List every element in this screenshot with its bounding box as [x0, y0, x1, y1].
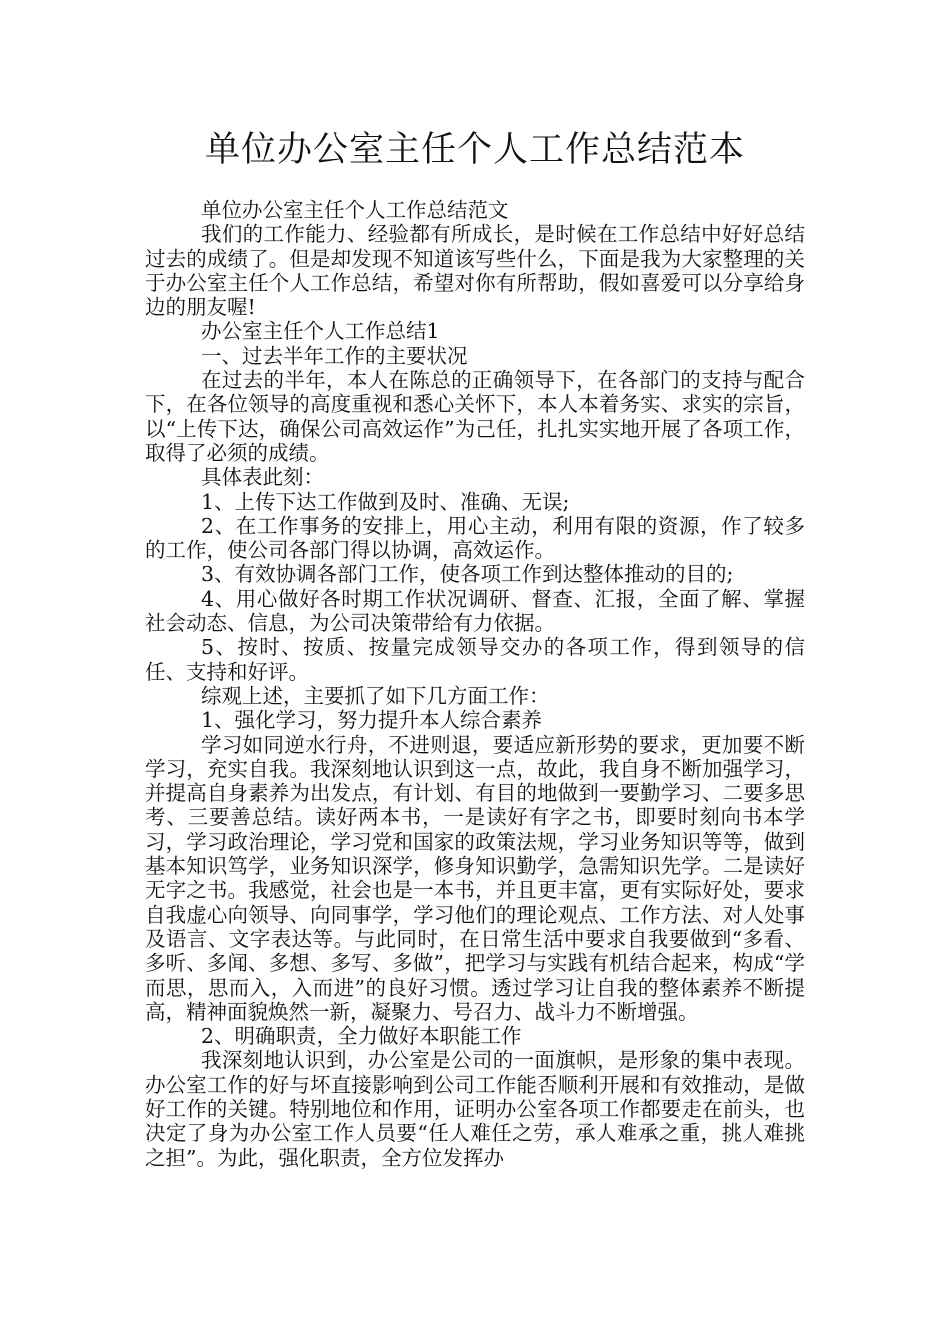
paragraph: 综观上述，主要抓了如下几方面工作：	[201, 683, 550, 708]
paragraph: 学习如同逆水行舟，不进则退，要适应新形势的要求，更加要不断学习，充实自我。我深刻地认识到这一点，故此，我自身不断加强学习，并提高自身素养为出发点，有计划、有目的地做到一要勤学习、二要多思考、三要善总结。读好两本书，一是读好有字之书，即要时刻向书本学习，学习政治理论，学习党和国家的政策法规，学习业务知识等等，做到基本知识笃学，业务知识深学，修身知识勤学，急需知识先学。二是读好无字之书。我感觉，社会也是一本书，并且更丰富，更有实际好处，要求自我虚心向领导、向同事学，学习他们的理论观点、工作方法、对人处事及语言、文字表达等。与此同时，在日常生活中要求自我要做到“多看、多听、多闻、多想、多写、多做”，把学习与实践有机结合起来，构成“学而思，思而入，入而进”的良好习惯。透过学习让自我的整体素养不断提高，精神面貌焕然一新，凝聚力、号召力、战斗力不断增强。	[145, 732, 805, 1024]
list-item: 4、用心做好各时期工作状况调研、督查、汇报，全面了解、掌握社会动态、信息，为公司决策带给有力依据。	[145, 586, 805, 636]
paragraph: 我深刻地认识到，办公室是公司的一面旗帜，是形象的集中表现。办公室工作的好与坏直接影响到公司工作能否顺利开展和有效推动，是做好工作的关键。特别地位和作用，证明办公室各项工作都要走在前头，也决定了身为办公室工作人员要“任人难任之劳，承人难承之重，挑人难挑之担”。为此，强化职责，全方位发挥办	[145, 1048, 805, 1170]
subsection-heading: 2、明确职责，全力做好本职能工作	[201, 1024, 522, 1049]
paragraph-subtitle: 单位办公室主任个人工作总结范文	[201, 198, 509, 222]
subsection-heading: 一、过去半年工作的主要状况	[201, 343, 468, 368]
list-item: 2、在工作事务的安排上，用心主动，利用有限的资源，作了较多的工作，使公司各部门得以协调，高效运作。	[145, 513, 805, 563]
paragraph: 具体表此刻：	[201, 465, 324, 490]
list-item: 3、有效协调各部门工作，使各项工作到达整体推动的目的;	[201, 562, 734, 587]
section-heading: 办公室主任个人工作总结1	[201, 319, 440, 344]
list-item: 1、上传下达工作做到及时、准确、无误;	[201, 489, 570, 514]
paragraph-intro: 我们的工作能力、经验都有所成长，是时候在工作总结中好好总结过去的成绩了。但是却发现不知道该写些什么，下面是我为大家整理的关于办公室主任个人工作总结，希望对你有所帮助，假如喜爱可以分享给身边的朋友喔!	[145, 222, 805, 320]
document-body	[145, 198, 805, 1170]
list-item: 5、按时、按质、按量完成领导交办的各项工作，得到领导的信任、支持和好评。	[145, 635, 805, 684]
subsection-heading: 1、强化学习，努力提升本人综合素养	[201, 708, 543, 733]
paragraph: 在过去的半年，本人在陈总的正确领导下，在各部门的支持与配合下，在各位领导的高度重视和悉心关怀下，本人本着务实、求实的宗旨，以“上传下达，确保公司高效运作”为己任，扎扎实实地开展了各项工作，取得了必须的成绩。	[145, 368, 805, 465]
document-title: 单位办公室主任个人工作总结范本	[204, 130, 745, 170]
